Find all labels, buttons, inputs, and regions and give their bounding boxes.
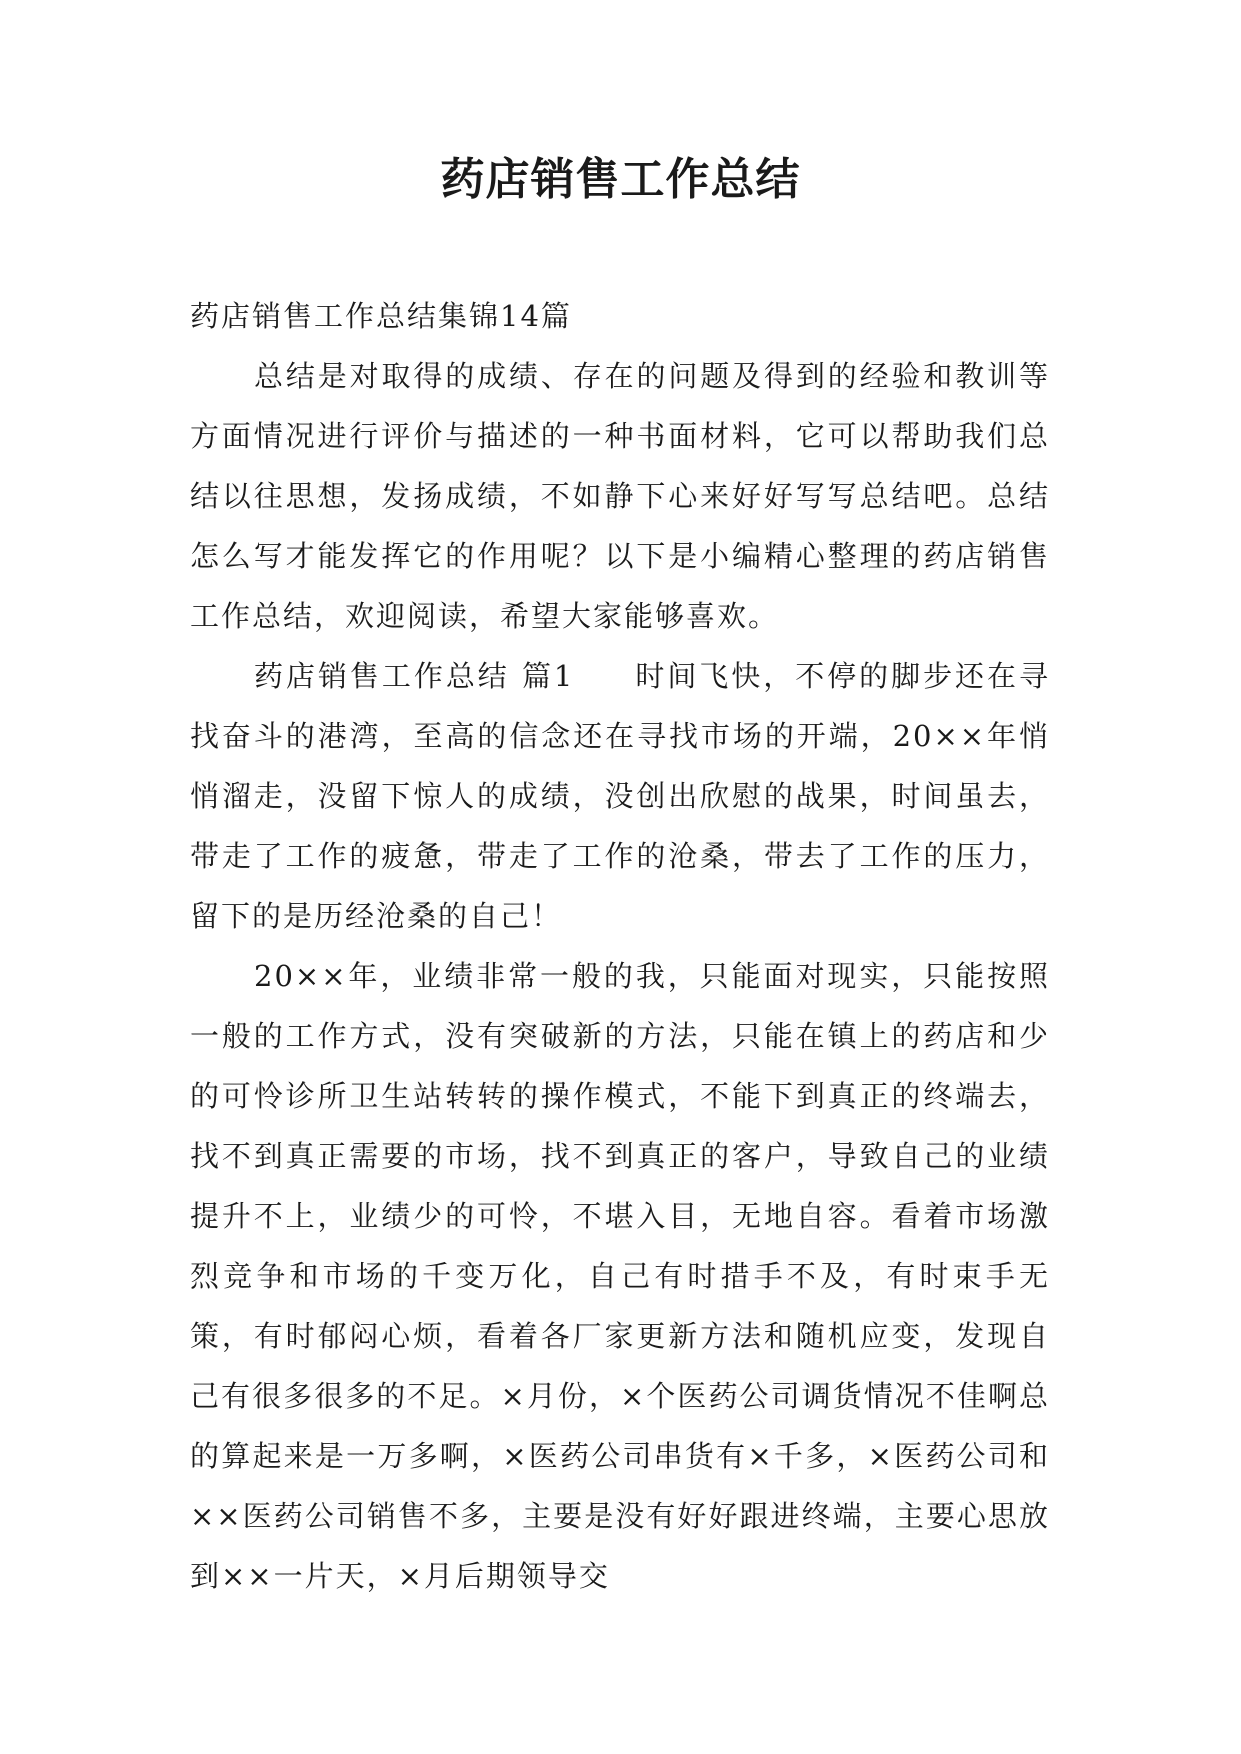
section-1-title: 药店销售工作总结 篇1 bbox=[254, 659, 575, 693]
section-1-paragraph-1 bbox=[190, 646, 1050, 946]
document-title: 药店销售工作总结 bbox=[440, 154, 801, 205]
document-subtitle: 药店销售工作总结集锦14篇 bbox=[190, 299, 572, 333]
section-1-paragraph-1-text: 时间飞快，不停的脚步还在寻找奋斗的港湾，至高的信念还在寻找市场的开端，20××年悄悄溜走，没留下惊人的成绩，没创出欣慰的战果，时间虽去，带走了工作的疲惫，带走了工作的沧桑，带去了工作的压力，留下的是历经沧桑的自己！ bbox=[190, 659, 1050, 933]
section-1-paragraph-2: 20××年，业绩非常一般的我，只能面对现实，只能按照一般的工作方式，没有突破新的方法，只能在镇上的药店和少的可怜诊所卫生站转转的操作模式，不能下到真正的终端去，找不到真正需要的市场，找不到真正的客户，导致自己的业绩提升不上，业绩少的可怜，不堪入目，无地自容。看着市场激烈竞争和市场的千变万化，自己有时措手不及，有时束手无策，有时郁闷心烦，看着各厂家更新方法和随机应变，发现自己有很多很多的不足。×月份，×个医药公司调货情况不佳啊总的算起来是一万多啊，×医药公司串货有×千多，×医药公司和××医药公司销售不多，主要是没有好好跟进终端，主要心思放到××一片天，×月后期领导交 bbox=[190, 959, 1050, 1593]
intro-paragraph: 总结是对取得的成绩、存在的问题及得到的经验和教训等方面情况进行评价与描述的一种书面材料，它可以帮助我们总结以往思想，发扬成绩，不如静下心来好好写写总结吧。总结怎么写才能发挥它的作用呢？以下是小编精心整理的药店销售工作总结，欢迎阅读，希望大家能够喜欢。 bbox=[190, 359, 1050, 633]
document-body bbox=[190, 286, 1050, 1606]
